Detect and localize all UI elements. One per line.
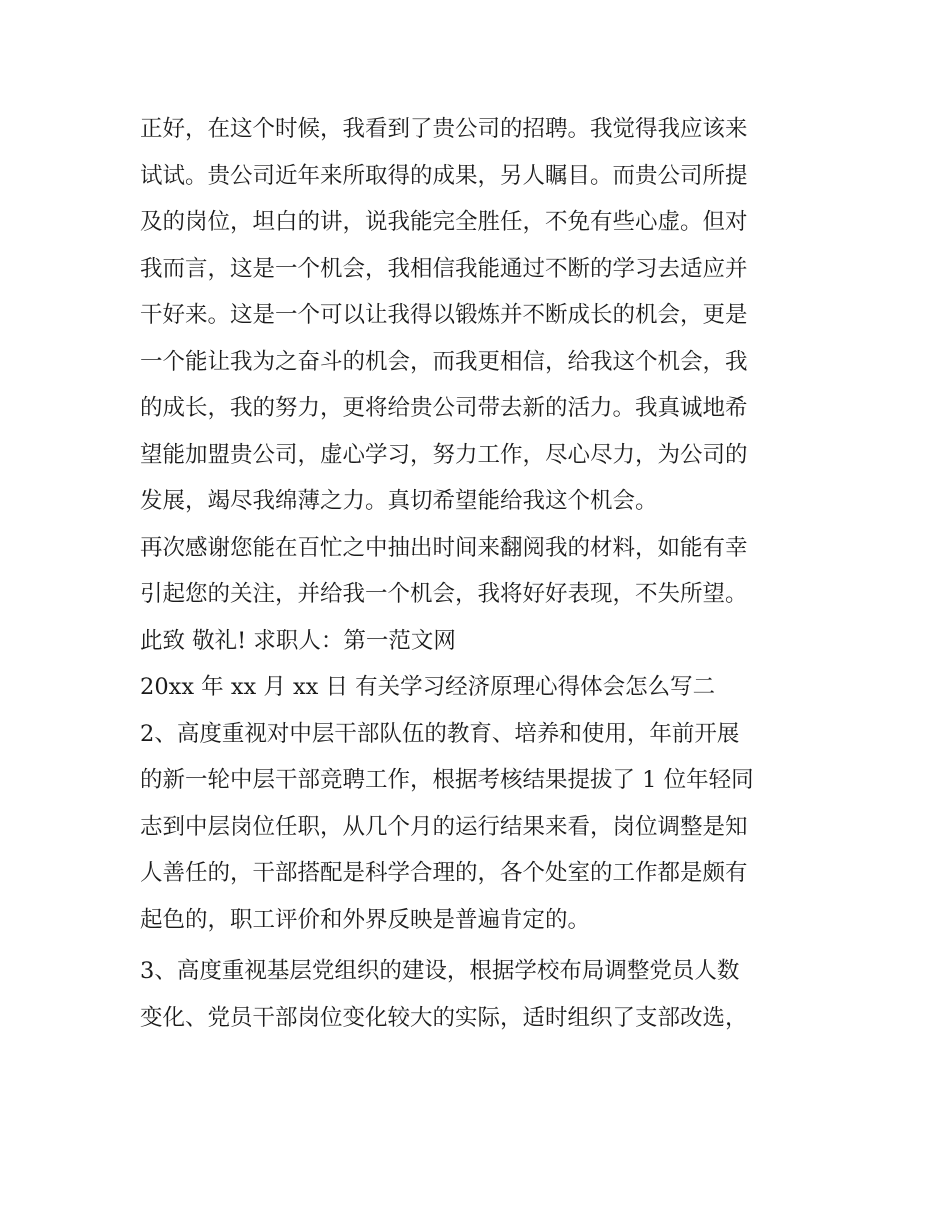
paragraph-application-intent [140,106,820,525]
text-line: 的新一轮中层干部竞聘工作，根据考核结果提拔了 1 位年轻同 [140,767,754,793]
text-line: 及的岗位，坦白的讲，说我能完全胜任，不免有些心虚。但对 [140,209,748,235]
paragraph-item-2 [140,711,820,944]
text-line: 2、高度重视对中层干部队伍的教育、培养和使用，年前开展 [140,720,740,747]
text-line: 我而言，这是一个机会，我相信我能通过不断的学习去适应并 [140,255,748,282]
paragraph-closing [140,618,820,665]
paragraph-date-heading [140,664,820,711]
text-line: 志到中层岗位任职，从几个月的运行结果来看，岗位调整是知 [140,813,748,840]
text-line: 再次感谢您能在百忙之中抽出时间来翻阅我的材料，如能有幸 [140,534,748,561]
text-line: 3、高度重视基层党组织的建设，根据学校布局调整党员人数 [140,958,740,984]
text-line: 正好，在这个时候，我看到了贵公司的招聘。我觉得我应该来 [140,116,748,142]
text-line: 引起您的关注，并给我一个机会，我将好好表现，不失所望。 [140,581,748,607]
text-line: 试试。贵公司近年来所取得的成果，另人瞩目。而贵公司所提 [140,162,748,189]
text-line: 20xx 年 xx 月 xx 日 有关学习经济原理心得体会怎么写二 [140,674,716,700]
text-line: 干好来。这是一个可以让我得以锻炼并不断成长的机会，更是 [140,302,748,328]
text-line: 变化、党员干部岗位变化较大的实际，适时组织了支部改选， [140,1004,748,1031]
document-body [140,106,820,1041]
text-line: 此致 敬礼! 求职人：第一范文网 [140,627,456,654]
paragraph-thanks [140,525,820,618]
paragraph-item-3 [140,948,820,1041]
text-line: 发展，竭尽我绵薄之力。真切希望能给我这个机会。 [140,488,658,514]
text-line: 的成长，我的努力，更将给贵公司带去新的活力。我真诚地希 [140,395,748,421]
text-line: 一个能让我为之奋斗的机会，而我更相信，给我这个机会，我 [140,348,748,375]
text-line: 望能加盟贵公司，虚心学习，努力工作，尽心尽力，为公司的 [140,441,748,468]
text-line: 起色的，职工评价和外界反映是普遍肯定的。 [140,906,591,933]
text-line: 人善任的，干部搭配是科学合理的，各个处室的工作都是颇有 [140,860,748,886]
